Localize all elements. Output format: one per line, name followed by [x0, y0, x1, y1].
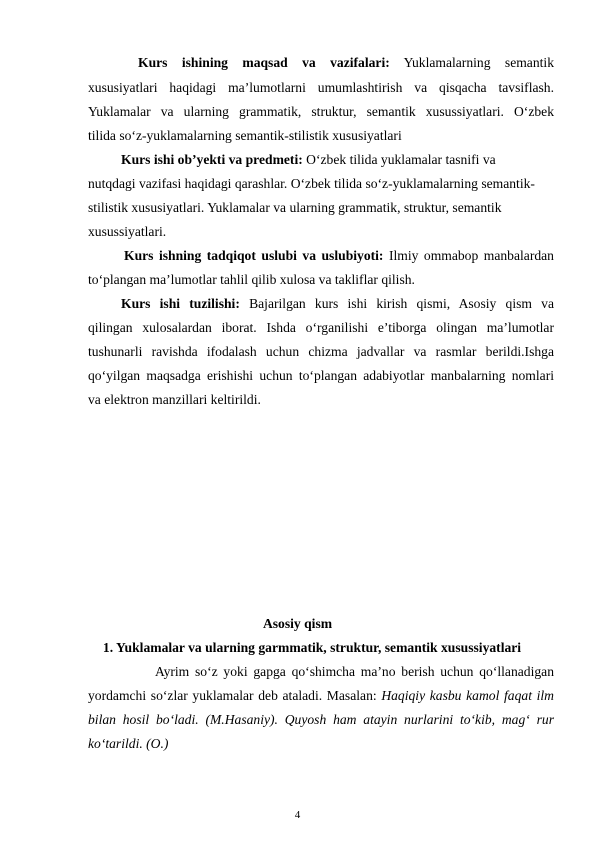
section-heading: Asosiy qism [262, 616, 333, 631]
intro-line: qilingan xulosalardan iborat. Ishda o‘rganilishi e’tiborga olingan ma’lumotlar [88, 320, 554, 335]
intro-line: va elektron manzillari keltirildi. [88, 392, 261, 407]
intro-line: Yuklamalar va ularning grammatik, struktur, semantik xusussiyatlari. O‘zbek [88, 104, 554, 119]
body-line: bilan hosil bo‘ladi. (M.Hasaniy). Quyosh ham atayin nurlarini to‘kib, mag‘ rur [88, 712, 554, 727]
intro-line: tushunarli ravishda ifodalash uchun chizma jadvallar va rasmlar berildi.Ishga [88, 344, 554, 359]
section-label-method: Kurs ishning tadqiqot uslubi va uslubiyoti: [124, 248, 384, 263]
intro-line: Kurs ishning tadqiqot uslubi va uslubiyoti: Ilmiy ommabop manbalardan [124, 248, 554, 263]
intro-line: nutqdagi vazifasi haqidagi qarashlar. O‘zbek tilida so‘z-yuklamalarning semantik- [88, 176, 535, 191]
body-line: yordamchi so‘zlar yuklamalar deb ataladi. Masalan: Haqiqiy kasbu kamol faqat ilm [88, 688, 554, 703]
page-number: 4 [294, 809, 301, 821]
intro-line: Kurs ishining maqsad va vazifalari: Yuklamalarning semantik [138, 55, 554, 70]
intro-line: Kurs ishi ob’yekti va predmeti: O‘zbek tilida yuklamalar tasnifi va [121, 152, 496, 167]
intro-line: qo‘yilgan maqsadga erishishi uchun to‘plangan adabiyotlar manbalarning nomlari [88, 368, 554, 383]
body-line: ko‘tarildi. (O.) [88, 736, 169, 751]
intro-line: xusussiyatlari. [88, 224, 167, 239]
body-line: Ayrim so‘z yoki gapga qo‘shimcha ma’no berish uchun qo‘llanadigan [155, 664, 554, 679]
intro-line: stilistik xususiyatlari. Yuklamalar va ularning grammatik, struktur, semantik [88, 200, 502, 215]
intro-line: xususiyatlari haqidagi ma’lumotlarni umumlashtirish va qisqacha tavsiflash. [88, 80, 554, 95]
section-label-structure: Kurs ishi tuzilishi: [121, 296, 240, 311]
intro-line: Kurs ishi tuzilishi: Bajarilgan kurs ishi kirish qismi, Asosiy qism va [121, 296, 554, 311]
intro-line: tilida so‘z-yuklamalarning semantik-stilistik xususiyatlari [88, 128, 402, 143]
section-label-object: Kurs ishi ob’yekti va predmeti: [121, 152, 303, 167]
intro-line: to‘plangan ma’lumotlar tahlil qilib xulosa va takliflar qilish. [88, 272, 415, 287]
section-label-goals: Kurs ishining maqsad va vazifalari: [138, 55, 390, 70]
subsection-heading: 1. Yuklamalar va ularning garmmatik, struktur, semantik xusussiyatlari [102, 640, 522, 655]
